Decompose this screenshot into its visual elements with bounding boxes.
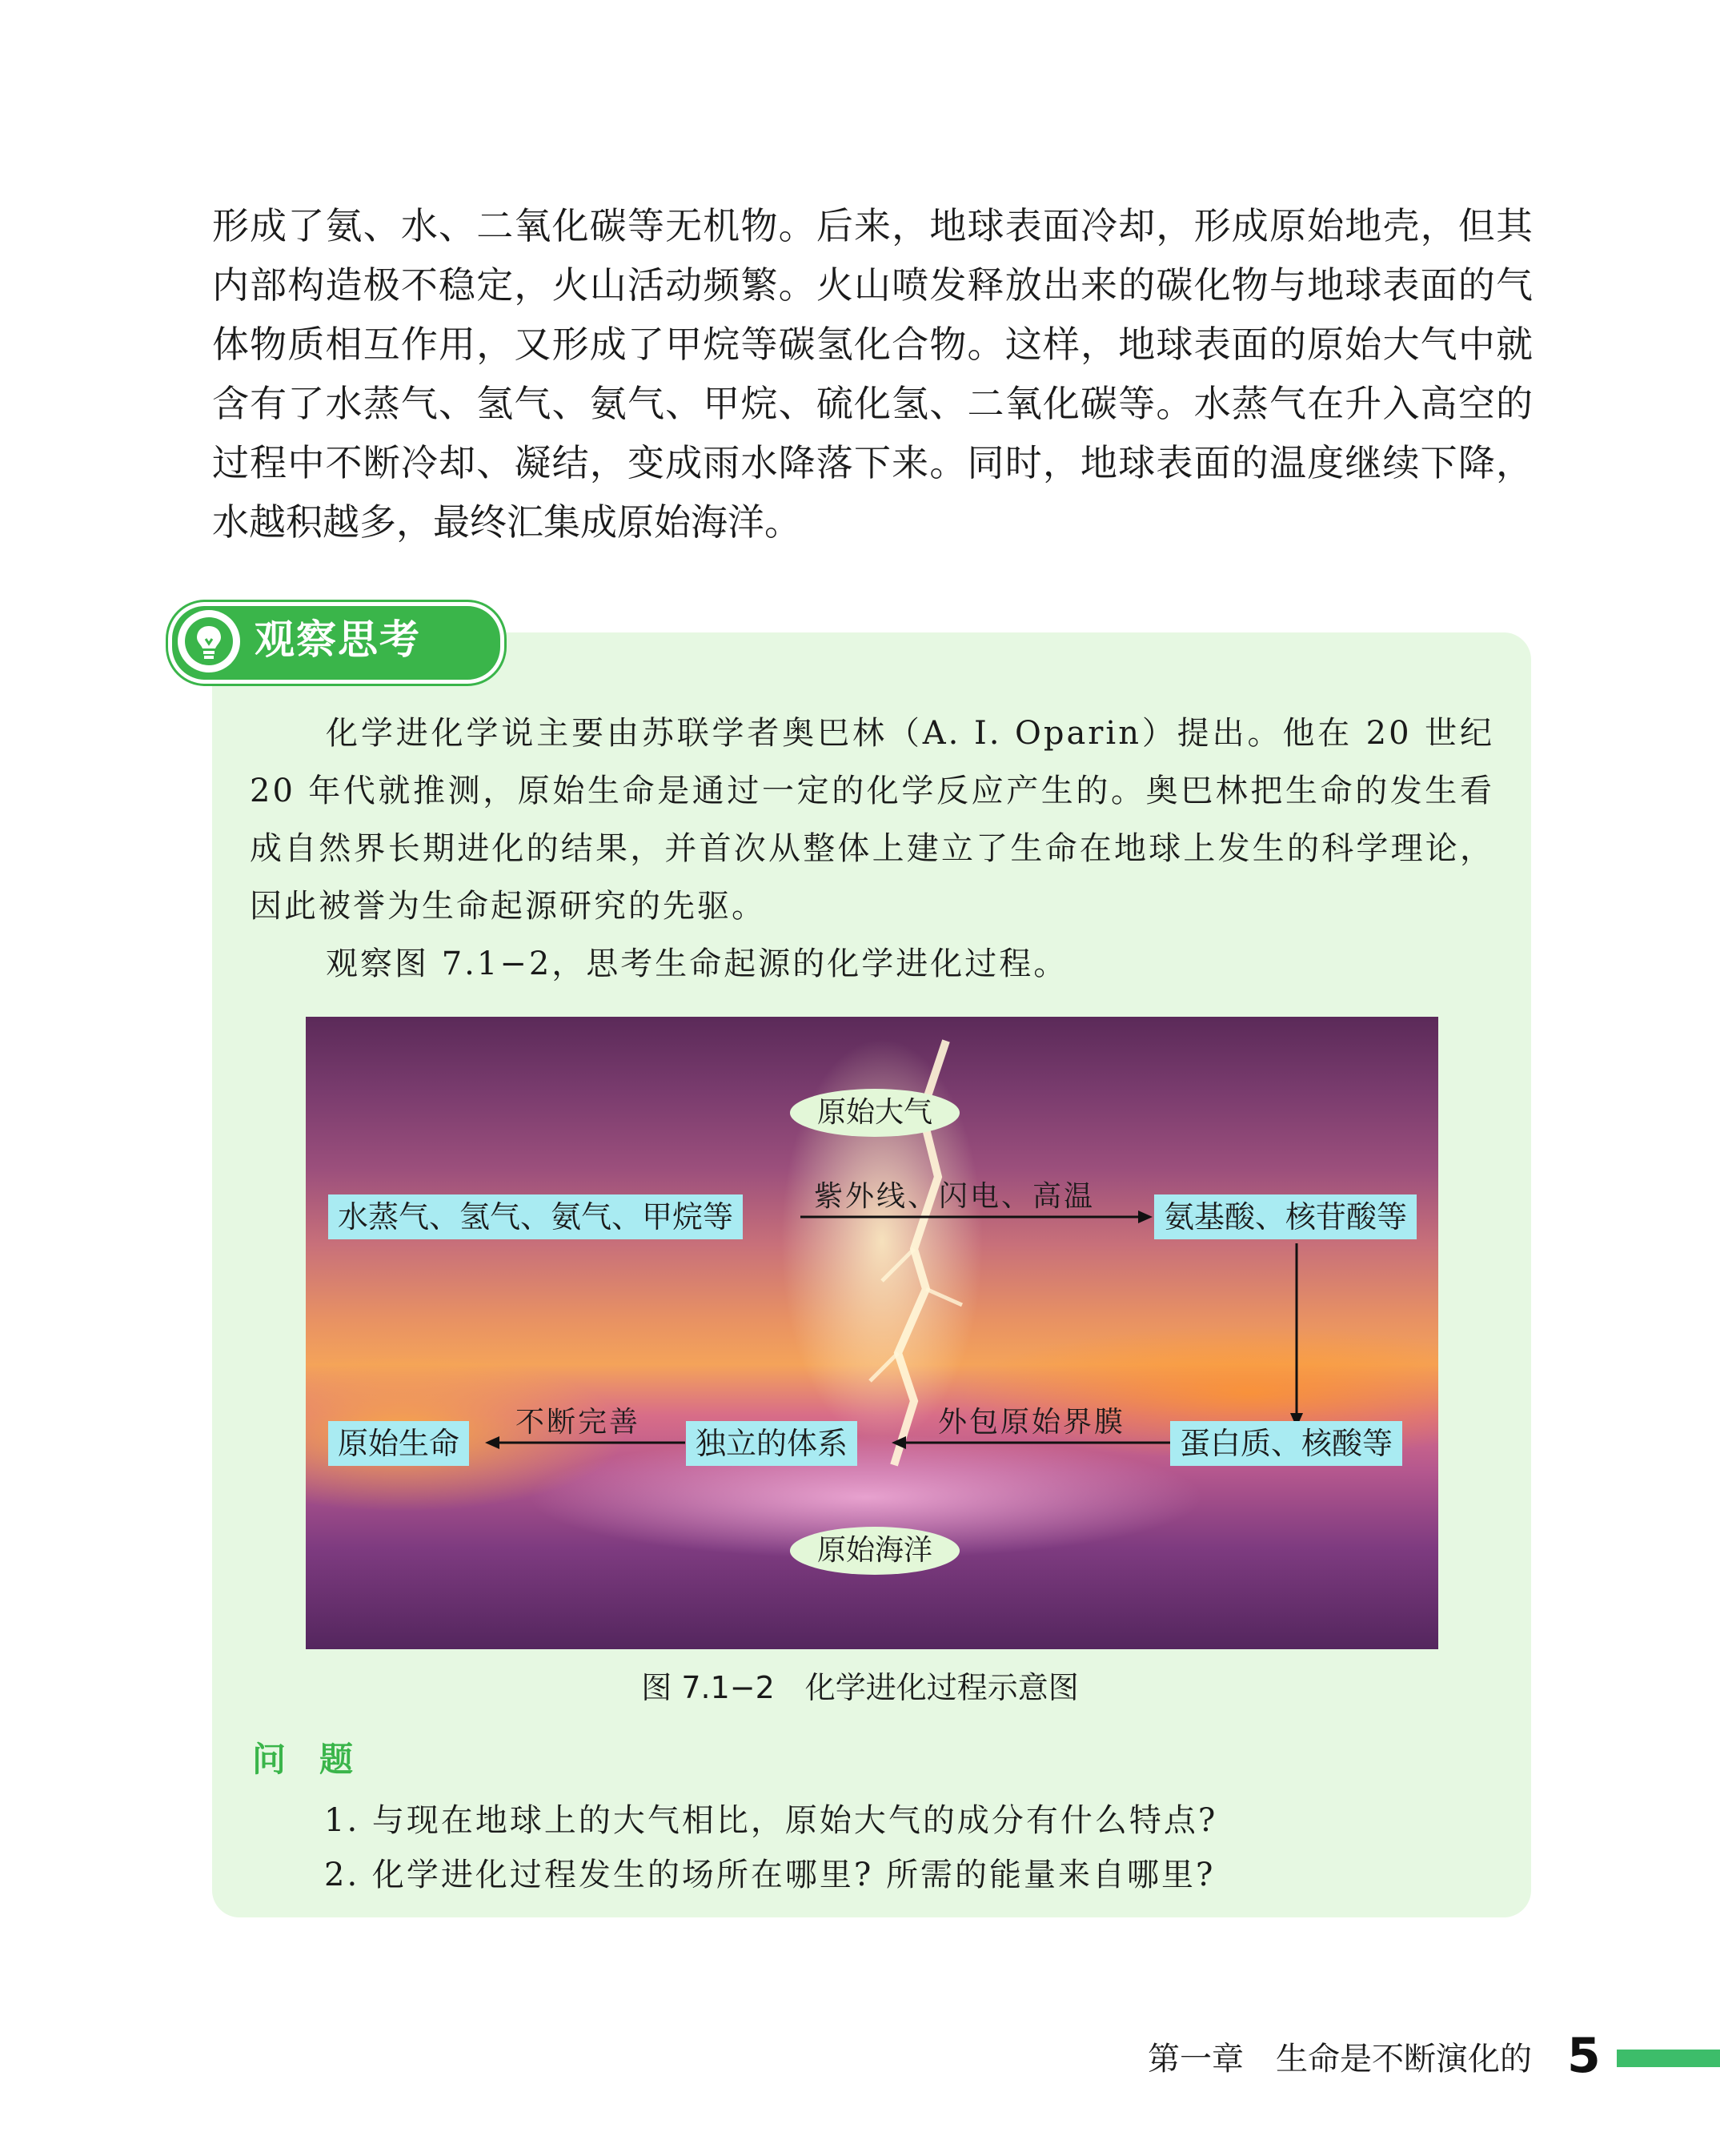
- box-gases: 水蒸气、氢气、氨气、甲烷等: [328, 1194, 743, 1239]
- chemical-evolution-figure: [306, 1017, 1438, 1649]
- figure-caption: 图 7.1−2 化学进化过程示意图: [641, 1670, 1079, 1705]
- footer-chapter: 第一章 生命是不断演化的: [1148, 2041, 1532, 2078]
- arrowhead: [1138, 1210, 1153, 1223]
- box-primitive-life: 原始生命: [328, 1421, 469, 1466]
- box-amino-acids: 氨基酸、核苷酸等: [1154, 1194, 1417, 1239]
- section-paragraph-1: 化学进化学说主要由苏联学者奥巴林（A. I. Oparin）提出。他在 20 世纪 20 年代就推测，原始生命是通过一定的化学反应产生的。奥巴林把生命的发生看成自然界长期进化的结果，并首次从整体上建立了生命在地球上发生的科学理论，因此被誉为生命起源研究的先驱。: [250, 715, 1494, 925]
- intro-paragraph: [212, 196, 1533, 552]
- arrow-label-energy: 紫外线、闪电、高温: [814, 1180, 1096, 1213]
- section-body: [250, 705, 1494, 993]
- questions-title: 问 题: [252, 1740, 354, 1779]
- section-title: 观察思考: [255, 616, 421, 663]
- question-1: 1. 与现在地球上的大气相比，原始大气的成分有什么特点?: [324, 1802, 1218, 1839]
- box-proteins: 蛋白质、核酸等: [1170, 1421, 1402, 1466]
- label-primitive-ocean: 原始海洋: [790, 1527, 960, 1575]
- label-primitive-atmosphere: 原始大气: [790, 1089, 960, 1137]
- arrowhead: [485, 1436, 499, 1449]
- intro-text: 形成了氨、水、二氧化碳等无机物。后来，地球表面冷却，形成原始地壳，但其内部构造极不稳定，火山活动频繁。火山喷发释放出来的碳化物与地球表面的气体物质相互作用，又形成了甲烷等碳氢化合物。这样，地球表面的原始大气中就含有了水蒸气、氢气、氨气、甲烷、硫化氢、二氧化碳等。水蒸气在升入高空的过程中不断冷却、凝结，变成雨水降落下来。同时，地球表面的温度继续下降，水越积越多，最终汇集成原始海洋。: [212, 204, 1533, 544]
- question-2: 2. 化学进化过程发生的场所在哪里? 所需的能量来自哪里?: [324, 1857, 1216, 1893]
- page-number: 5: [1567, 2028, 1601, 2084]
- arrow-label-membrane: 外包原始界膜: [938, 1406, 1126, 1439]
- lightbulb-icon: [178, 610, 240, 672]
- footer-bar: [1617, 2050, 1720, 2067]
- box-independent-system: 独立的体系: [686, 1421, 857, 1466]
- arrow-label-improve: 不断完善: [515, 1406, 641, 1439]
- section-paragraph-2: 观察图 7.1−2，思考生命起源的化学进化过程。: [326, 946, 1068, 982]
